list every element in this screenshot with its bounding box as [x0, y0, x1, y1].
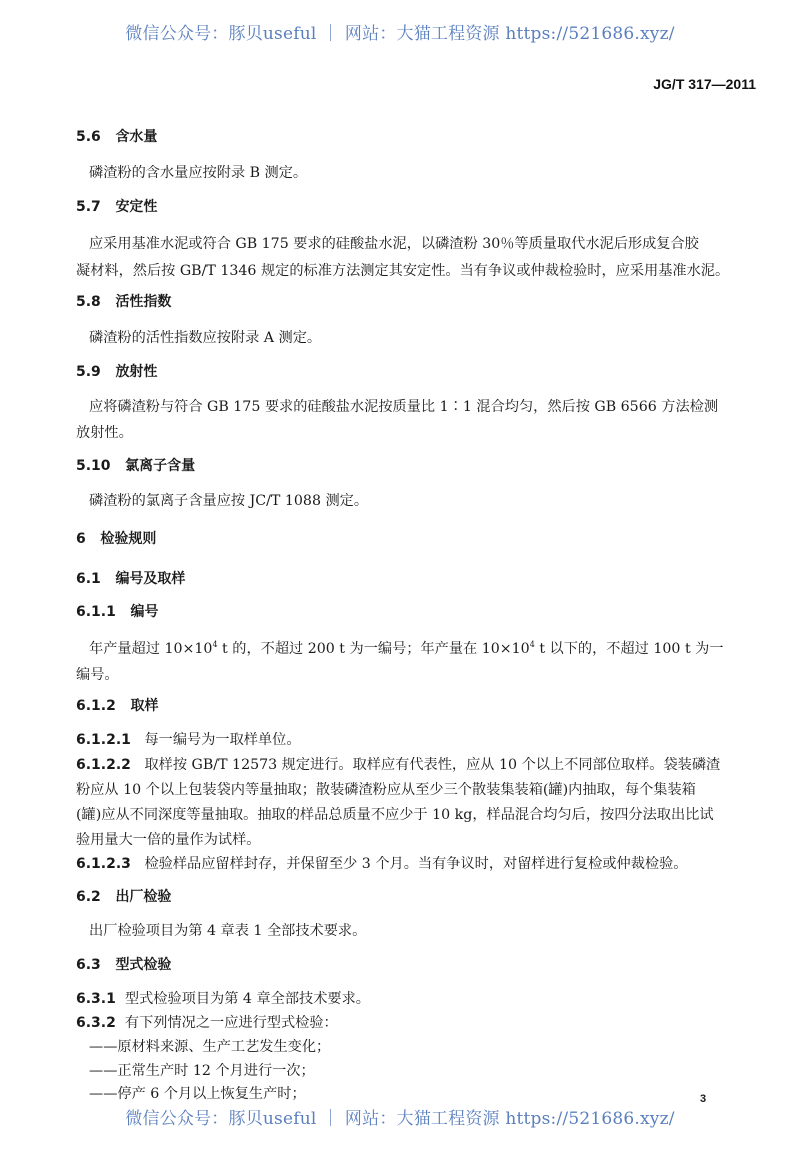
heading-5-8	[76, 291, 171, 311]
paragraph-5-9-line-2: 放射性。	[76, 425, 133, 441]
list-item: ——原材料来源、生产工艺发生变化；	[89, 1039, 331, 1055]
section-title: 型式检验	[115, 957, 172, 973]
section-number: 5.7	[76, 199, 101, 215]
chapter-number: 6	[76, 531, 86, 547]
paragraph-5-7-line-1: 应采用基准水泥或符合 GB 175 要求的硅酸盐水泥，以磷渣粉 30％等质量取代水泥后形成复合胶	[89, 236, 699, 252]
paragraph-5-6: 磷渣粉的含水量应按附录 B 测定。	[89, 165, 308, 181]
heading-6-1-1	[76, 601, 159, 621]
clause-text: 每一编号为一取样单位。	[144, 732, 301, 748]
clause-number: 6.1.2.3	[76, 856, 131, 872]
text-run: t 以下的，不超过 100 t 为一	[534, 641, 724, 657]
clause-6-1-2-1	[76, 729, 301, 749]
paragraph-5-10: 磷渣粉的氯离子含量应按 JC/T 1088 测定。	[89, 493, 369, 509]
heading-5-7	[76, 196, 157, 216]
clause-6-3-1	[76, 988, 370, 1008]
paragraph-6-1-1-line-2: 编号。	[76, 667, 119, 683]
page-number: 3	[700, 1093, 707, 1105]
section-title: 出厂检验	[115, 889, 172, 905]
section-title: 放射性	[115, 364, 158, 380]
clause-6-3-2	[76, 1012, 338, 1032]
clause-text: 有下列情况之一应进行型式检验：	[124, 1015, 338, 1031]
clause-number: 6.3.1	[76, 991, 116, 1007]
clause-number: 6.1.2.1	[76, 732, 131, 748]
list-item: ——正常生产时 12 个月进行一次；	[89, 1063, 315, 1079]
watermark-top: 微信公众号：豚贝useful ｜ 网站：大猫工程资源 https://521686.xyz/	[125, 24, 675, 44]
document-code: JG/T 317—2011	[653, 76, 756, 92]
heading-6-1	[76, 568, 185, 588]
clause-6-1-2-2-line-1	[76, 754, 720, 774]
section-title: 氯离子含量	[125, 458, 196, 474]
superscript: 4	[529, 640, 535, 649]
clause-text: 检验样品应留样封存，并保留至少 3 个月。当有争议时，对留样进行复检或仲裁检验。	[144, 856, 688, 872]
section-number: 6.3	[76, 957, 101, 973]
clause-number: 6.3.2	[76, 1015, 116, 1031]
section-title: 活性指数	[115, 294, 172, 310]
section-number: 6.1	[76, 571, 101, 587]
heading-5-6	[76, 126, 157, 146]
list-item: ——停产 6 个月以上恢复生产时；	[89, 1086, 306, 1102]
paragraph-5-8: 磷渣粉的活性指数应按附录 A 测定。	[89, 330, 322, 346]
clause-text: 型式检验项目为第 4 章全部技术要求。	[124, 991, 370, 1007]
section-title: 安定性	[115, 199, 158, 215]
heading-6-2	[76, 886, 171, 906]
clause-6-1-2-2-line-2: 粉应从 10 个以上包装袋内等量抽取；散装磷渣粉应从至少三个散装集装箱(罐)内抽取，每个集装箱	[76, 782, 696, 798]
section-title: 编号及取样	[115, 571, 186, 587]
section-number: 5.10	[76, 458, 111, 474]
paragraph-5-7-line-2: 凝材料，然后按 GB/T 1346 规定的标准方法测定其安定性。当有争议或仲裁检验时，应采用基准水泥。	[76, 263, 730, 279]
clause-text: 取样按 GB/T 12573 规定进行。取样应有代表性，应从 10 个以上不同部位取样。袋装磷渣	[144, 757, 721, 773]
paragraph-6-1-1-line-1	[89, 638, 724, 658]
section-number: 6.1.1	[76, 604, 116, 620]
clause-number: 6.1.2.2	[76, 757, 131, 773]
text-run: t 的，不超过 200 t 为一编号；年产量在 10×10	[217, 641, 530, 657]
text-run: 年产量超过 10×10	[89, 641, 213, 657]
heading-6-3	[76, 954, 171, 974]
section-title: 取样	[130, 698, 159, 714]
superscript: 4	[212, 640, 218, 649]
paragraph-6-2: 出厂检验项目为第 4 章表 1 全部技术要求。	[89, 923, 367, 939]
heading-5-9	[76, 361, 157, 381]
section-number: 5.8	[76, 294, 101, 310]
heading-6-1-2	[76, 695, 159, 715]
section-number: 5.6	[76, 129, 101, 145]
section-number: 6.2	[76, 889, 101, 905]
section-number: 6.1.2	[76, 698, 116, 714]
heading-5-10	[76, 455, 195, 475]
section-title: 编号	[130, 604, 159, 620]
clause-6-1-2-2-line-4: 验用量大一倍的量作为试样。	[76, 832, 261, 848]
heading-6	[76, 528, 156, 548]
chapter-title: 检验规则	[100, 531, 157, 547]
clause-6-1-2-3	[76, 853, 687, 873]
section-title: 含水量	[115, 129, 158, 145]
clause-6-1-2-2-line-3: (罐)应从不同深度等量抽取。抽取的样品总质量不应少于 10 kg，样品混合均匀后，按四分法取出比试	[76, 807, 714, 823]
section-number: 5.9	[76, 364, 101, 380]
watermark-bottom: 微信公众号：豚贝useful ｜ 网站：大猫工程资源 https://521686.xyz/	[125, 1109, 675, 1129]
paragraph-5-9-line-1: 应将磷渣粉与符合 GB 175 要求的硅酸盐水泥按质量比 1∶1 混合均匀，然后按 GB 6566 方法检测	[89, 399, 719, 415]
